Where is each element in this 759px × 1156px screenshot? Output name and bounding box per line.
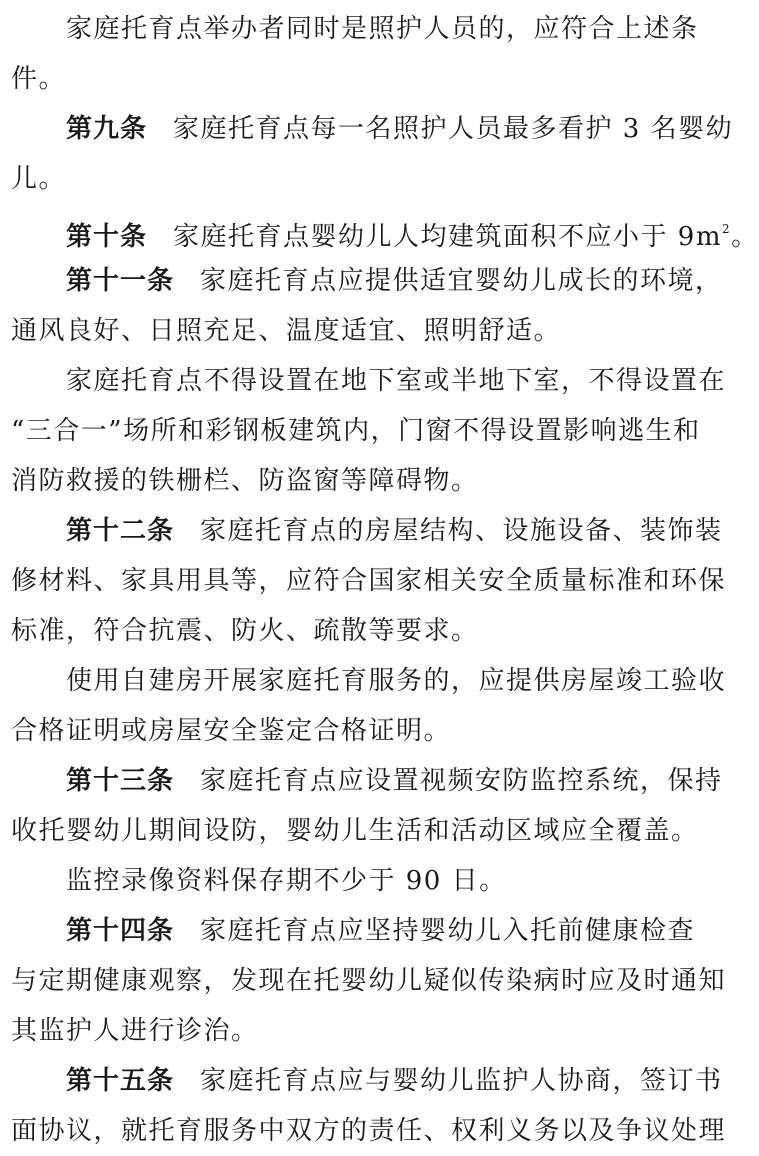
text-line: 家庭托育点举办者同时是照护人员的，应符合上述条 <box>66 14 699 44</box>
article-heading: 第十二条 <box>66 516 175 546</box>
text-line: 家庭托育点应提供适宜婴幼儿成长的环境， <box>200 266 723 296</box>
text-line: 儿。 <box>11 164 67 194</box>
text-line: 使用自建房开展家庭托育服务的，应提供房屋竣工验收 <box>66 666 727 696</box>
paragraph <box>0 4 714 104</box>
article-11 <box>0 256 723 356</box>
paragraph <box>0 656 727 756</box>
article-9 <box>0 104 734 204</box>
text-line: 家庭托育点应坚持婴幼儿入托前健康检查 <box>200 916 696 946</box>
text-line: 面协议，就托育服务中双方的责任、权利义务以及争议处理 <box>11 1116 727 1146</box>
text-line: 与定期健康观察，发现在托婴幼儿疑似传染病时应及时通知 <box>11 966 727 996</box>
text-line: 修材料、家具用具等，应符合国家相关安全质量标准和环保 <box>11 566 727 596</box>
article-heading: 第十一条 <box>66 266 175 296</box>
text-line: 其监护人进行诊治。 <box>11 1016 259 1046</box>
text-line: 家庭托育点婴幼儿人均建筑面积不应小于 9m <box>173 222 722 252</box>
superscript: 2 <box>721 222 732 236</box>
article-14 <box>0 906 727 1056</box>
article-15 <box>0 1056 727 1156</box>
text-line: “三合一”场所和彩钢板建筑内，门窗不得设置影响逃生和 <box>11 416 701 446</box>
text-line: 合格证明或房屋安全鉴定合格证明。 <box>11 716 452 746</box>
article-12 <box>0 506 727 656</box>
text-line: 家庭托育点应与婴幼儿监护人协商，签订书 <box>200 1066 723 1096</box>
article-heading: 第九条 <box>66 114 148 144</box>
text-suffix: 。 <box>731 222 759 252</box>
text-line: 件。 <box>11 64 67 94</box>
article-heading: 第十四条 <box>66 916 175 946</box>
text-line: 家庭托育点应设置视频安防监控系统，保持 <box>200 766 723 796</box>
text-line: 收托婴幼儿期间设防，婴幼儿生活和活动区域应全覆盖。 <box>11 816 699 846</box>
article-13 <box>0 756 723 856</box>
text-line: 通风良好、日照充足、温度适宜、照明舒适。 <box>11 316 562 346</box>
paragraph <box>0 856 714 906</box>
article-heading: 第十三条 <box>66 766 175 796</box>
text-line: 家庭托育点的房屋结构、设施设备、装饰装 <box>200 516 723 546</box>
article-heading: 第十五条 <box>66 1066 175 1096</box>
text-line: 消防救援的铁栅栏、防盗窗等障碍物。 <box>11 466 479 496</box>
text-line: 标准，符合抗震、防火、疏散等要求。 <box>11 616 479 646</box>
article-10 <box>0 204 759 254</box>
text-line: 家庭托育点每一名照护人员最多看护 3 名婴幼 <box>173 114 734 144</box>
text-line: 监控录像资料保存期不少于 90 日。 <box>66 866 507 896</box>
article-heading: 第十条 <box>66 222 148 252</box>
paragraph <box>0 356 727 506</box>
text-line: 家庭托育点不得设置在地下室或半地下室，不得设置在 <box>66 366 727 396</box>
